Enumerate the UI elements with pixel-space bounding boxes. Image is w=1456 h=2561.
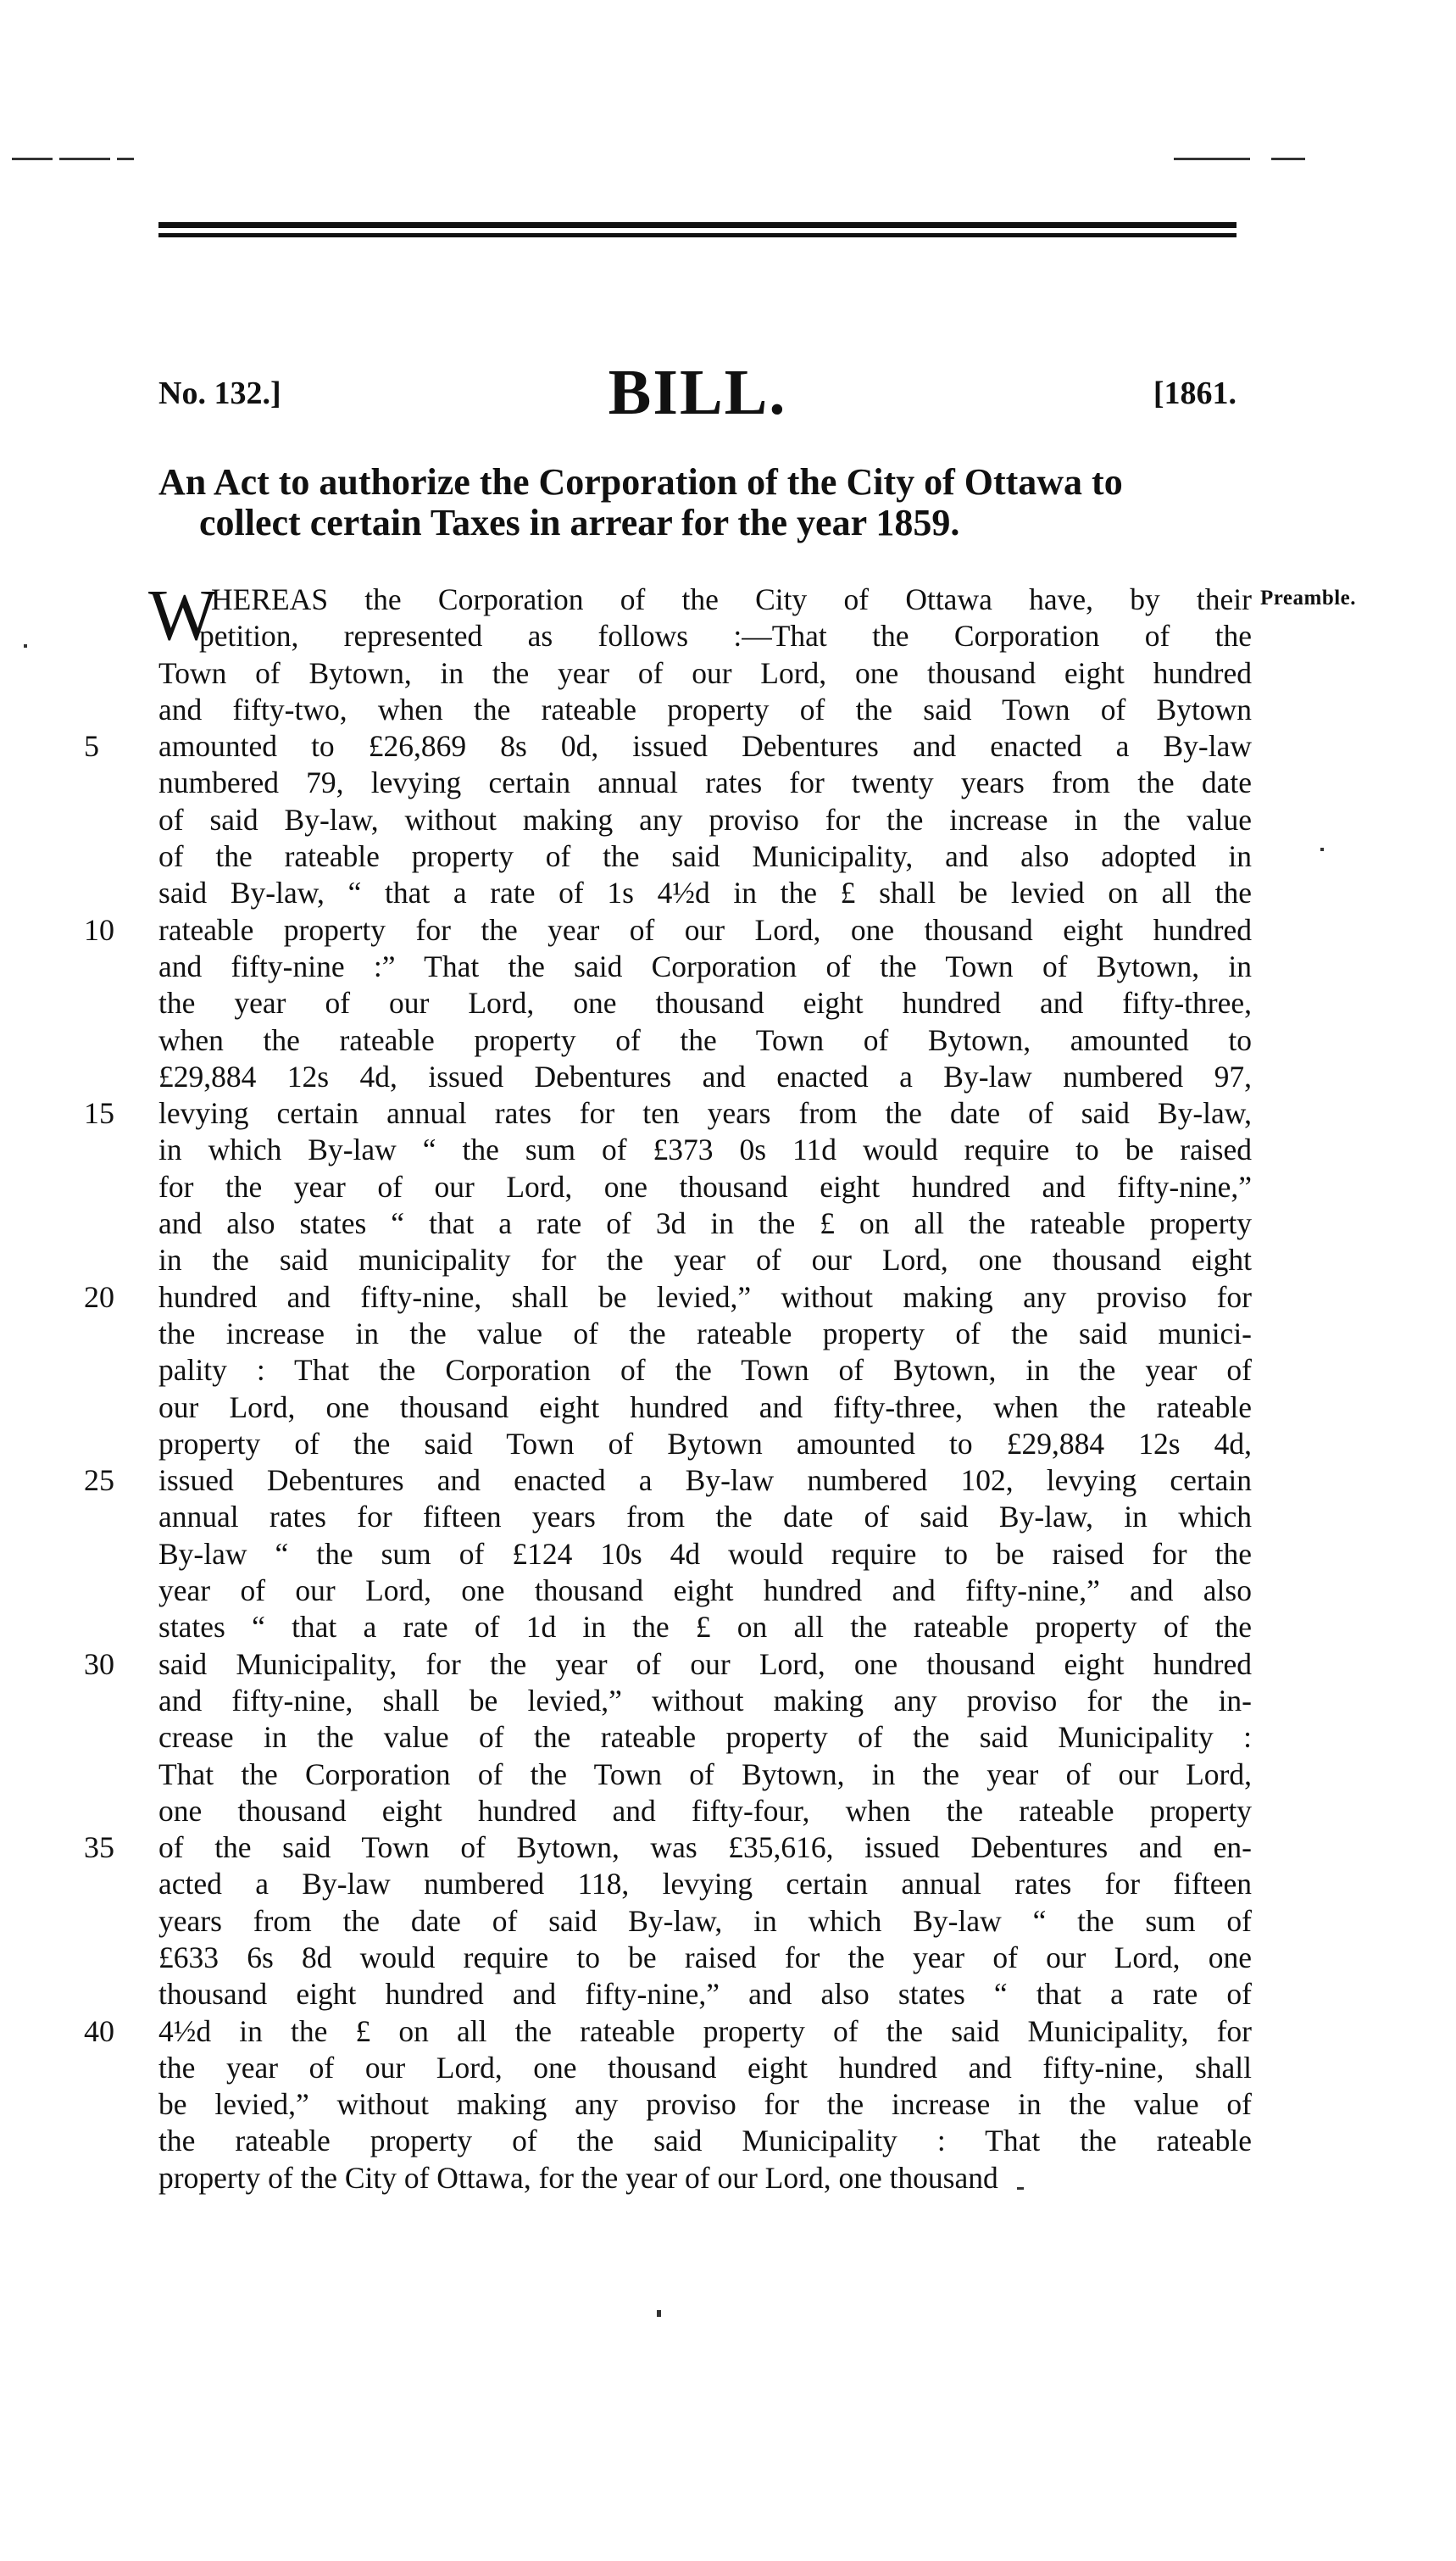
text-line <box>158 2050 1252 2086</box>
line-text: said By-law, “ that a rate of 1s 4½d in the £ shall be levied on all the <box>158 876 1252 910</box>
text-line <box>84 1095 1252 1132</box>
text-line <box>158 1536 1252 1573</box>
line-text: the rateable property of the said Municipality : That the rateable <box>158 2124 1252 2158</box>
line-text: years from the date of said By-law, in which By-law “ the sum of <box>158 1903 1252 1938</box>
scan-mark-left-2 <box>59 158 110 160</box>
bill-year: [1861. <box>1153 376 1236 411</box>
line-text: when the rateable property of the Town of Bytown, amounted to <box>158 1022 1252 1057</box>
text-line <box>158 1683 1252 1719</box>
line-text: and fifty-nine :” That the said Corporation of the Town of Bytown, in <box>158 949 1252 983</box>
line-text: 4½d in the £ on all the rateable property of the said Municipality, for <box>158 2013 1252 2048</box>
line-text: hundred and fifty-nine, shall be levied,” without making any proviso for <box>158 1279 1252 1314</box>
text-line <box>158 765 1252 801</box>
line-number: 25 <box>84 1463 114 1498</box>
scan-speck <box>1017 2187 1024 2190</box>
bill-number: No. 132.] <box>158 376 281 411</box>
text-line <box>158 838 1252 875</box>
text-line <box>158 1866 1252 1902</box>
rule-thick <box>158 222 1236 228</box>
text-line <box>158 618 1252 654</box>
line-text: the increase in the value of the rateable property of the said munici- <box>158 1316 1252 1350</box>
line-text: amounted to £26,869 8s 0d, issued Debentures and enacted a By-law <box>158 729 1252 764</box>
bill-header <box>158 356 1236 432</box>
scan-mark-left-3 <box>117 158 134 160</box>
line-text: property of the said Town of Bytown amounted to £29,884 12s 4d, <box>158 1426 1252 1461</box>
line-text: By-law “ the sum of £124 10s 4d would require to be raised for the <box>158 1536 1252 1571</box>
scan-mark-left <box>12 158 53 160</box>
line-text: property of the City of Ottawa, for the year of our Lord, one thousand <box>158 2160 998 2195</box>
text-line <box>158 802 1252 838</box>
line-text: our Lord, one thousand eight hundred and fifty-three, when the rateable <box>158 1389 1252 1424</box>
line-text: annual rates for fifteen years from the date of said By-law, in which <box>158 1500 1252 1534</box>
preamble-text <box>84 574 1252 2196</box>
line-text: of the said Town of Bytown, was £35,616, issued Debentures and en- <box>158 1830 1252 1865</box>
text-line <box>158 2086 1252 2123</box>
line-text: £29,884 12s 4d, issued Debentures and enacted a By-law numbered 97, <box>158 1059 1252 1094</box>
text-line <box>158 949 1252 985</box>
line-number: 20 <box>84 1279 114 1314</box>
line-text: one thousand eight hundred and fifty-four, when the rateable property <box>158 1793 1252 1828</box>
scan-speck <box>657 2310 661 2317</box>
text-line <box>158 1976 1252 2013</box>
line-text: of said By-law, without making any proviso for the increase in the value <box>158 802 1252 837</box>
text-line <box>158 2160 1252 2196</box>
line-number: 5 <box>84 729 99 764</box>
text-line <box>158 1059 1252 1095</box>
text-line <box>158 1426 1252 1462</box>
line-text: be levied,” without making any proviso for the increase in the value of <box>158 2087 1252 2122</box>
line-text: pality : That the Corporation of the Town of Bytown, in the year of <box>158 1353 1252 1388</box>
text-line <box>158 1316 1252 1352</box>
line-text: and fifty-two, when the rateable property of the said Town of Bytown <box>158 692 1252 727</box>
line-text: levying certain annual rates for ten years from the date of said By-law, <box>158 1096 1252 1131</box>
bill-heading: BILL. <box>608 357 787 428</box>
text-line <box>158 1573 1252 1609</box>
text-line <box>158 1022 1252 1059</box>
line-text: rateable property for the year of our Lord, one thousand eight hundred <box>158 912 1252 947</box>
text-line <box>84 728 1252 765</box>
text-line <box>84 2013 1252 2050</box>
text-line <box>84 1829 1252 1866</box>
line-text: issued Debentures and enacted a By-law numbered 102, levying certain <box>158 1463 1252 1498</box>
line-text: the year of our Lord, one thousand eight hundred and fifty-three, <box>158 986 1252 1021</box>
line-text: and also states “ that a rate of 3d in the £ on all the rateable property <box>158 1206 1252 1241</box>
margin-note-preamble: Preamble. <box>1260 587 1357 610</box>
text-line <box>158 875 1252 911</box>
text-line <box>158 1903 1252 1940</box>
text-line <box>84 1279 1252 1316</box>
text-line <box>158 1205 1252 1242</box>
line-text: Town of Bytown, in the year of our Lord, one thousand eight hundred <box>158 655 1252 690</box>
text-line <box>158 2123 1252 2159</box>
scan-speck <box>1320 848 1324 851</box>
line-text: That the Corporation of the Town of Bytown, in the year of our Lord, <box>158 1757 1252 1791</box>
line-number: 15 <box>84 1096 114 1131</box>
text-line <box>84 912 1252 949</box>
text-line <box>158 1242 1252 1278</box>
text-line <box>158 1719 1252 1756</box>
text-line <box>158 1352 1252 1389</box>
text-line <box>158 1940 1252 1976</box>
scan-mark-right <box>1174 158 1250 160</box>
text-line <box>158 1169 1252 1205</box>
line-number: 30 <box>84 1646 114 1681</box>
line-text: and fifty-nine, shall be levied,” without making any proviso for the in- <box>158 1683 1252 1718</box>
text-line <box>158 1132 1252 1168</box>
scan-speck <box>24 644 27 648</box>
line-text: states “ that a rate of 1d in the £ on all the rateable property of the <box>158 1610 1252 1645</box>
act-title <box>158 462 1243 543</box>
act-title-line-1: An Act to authorize the Corporation of the City of Ottawa to <box>158 461 1123 503</box>
drop-cap: W <box>148 574 218 655</box>
text-line <box>158 1499 1252 1535</box>
text-line <box>158 1757 1252 1793</box>
line-number: 40 <box>84 2013 114 2048</box>
line-text: thousand eight hundred and fifty-nine,” and also states “ that a rate of <box>158 1977 1252 2012</box>
line-number: 35 <box>84 1830 114 1865</box>
text-line <box>158 1389 1252 1426</box>
text-line <box>158 655 1252 692</box>
line-text: petition, represented as follows :—That the Corporation of the <box>199 619 1252 654</box>
line-text: for the year of our Lord, one thousand eight hundred and fifty-nine,” <box>158 1169 1252 1204</box>
line-text: HEREAS the Corporation of the City of Ottawa have, by their <box>211 582 1252 616</box>
line-number: 10 <box>84 912 114 947</box>
act-title-line-2: collect certain Taxes in arrear for the year 1859. <box>199 502 960 543</box>
rule-thin <box>158 233 1236 237</box>
line-text: year of our Lord, one thousand eight hundred and fifty-nine,” and also <box>158 1573 1252 1608</box>
line-text: numbered 79, levying certain annual rates for twenty years from the date <box>158 766 1252 800</box>
line-text: in which By-law “ the sum of £373 0s 11d would require to be raised <box>158 1133 1252 1167</box>
scan-mark-right-2 <box>1271 158 1305 160</box>
line-text: in the said municipality for the year of our Lord, one thousand eight <box>158 1243 1252 1278</box>
text-line <box>158 985 1252 1022</box>
header-double-rule <box>158 222 1236 241</box>
line-text: crease in the value of the rateable property of the said Municipality : <box>158 1720 1252 1755</box>
line-text: of the rateable property of the said Municipality, and also adopted in <box>158 839 1252 874</box>
text-line <box>84 1646 1252 1683</box>
text-line <box>158 1793 1252 1829</box>
text-line <box>84 1462 1252 1499</box>
line-text: said Municipality, for the year of our Lord, one thousand eight hundred <box>158 1646 1252 1681</box>
line-text: the year of our Lord, one thousand eight hundred and fifty-nine, shall <box>158 2050 1252 2085</box>
line-text: acted a By-law numbered 118, levying certain annual rates for fifteen <box>158 1867 1252 1901</box>
text-line <box>158 1609 1252 1645</box>
line-text: £633 6s 8d would require to be raised for the year of our Lord, one <box>158 1940 1252 1974</box>
text-line <box>158 692 1252 728</box>
